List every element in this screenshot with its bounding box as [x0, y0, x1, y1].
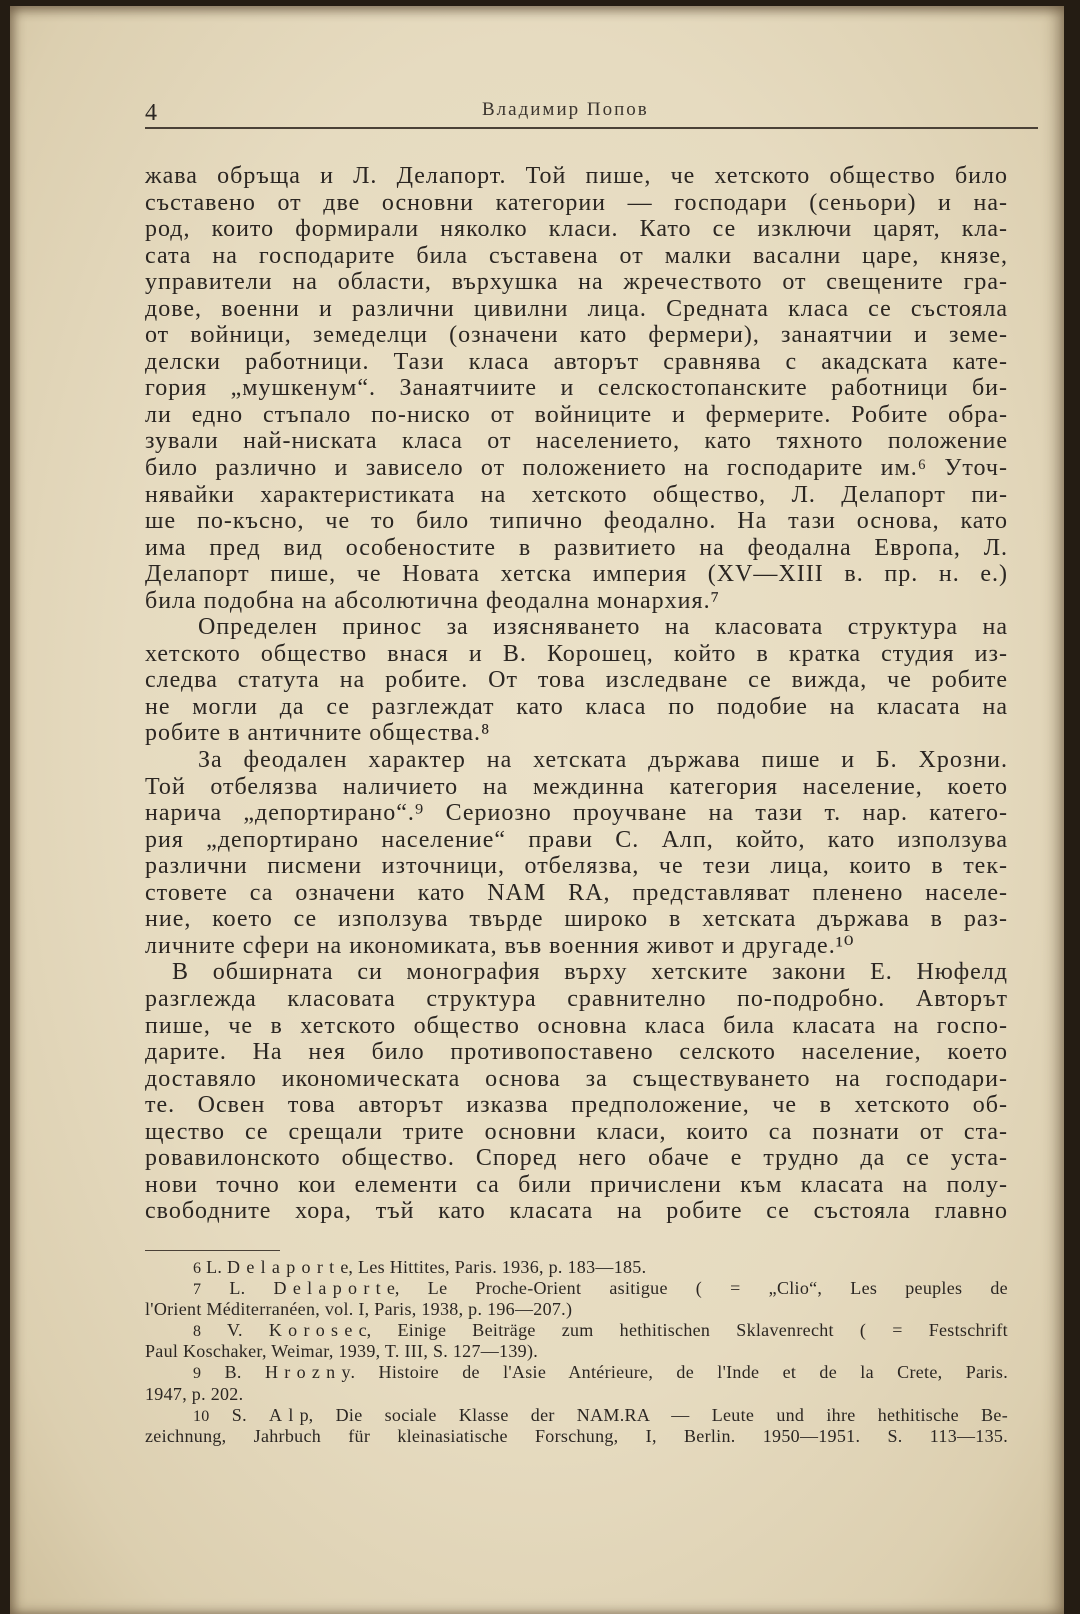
text-line: ние, което се използува твърде широко в хетската държава в раз-: [145, 906, 1008, 933]
footnote-continuation: zeichnung, Jahrbuch für kleinasiatische Forschung, I, Berlin. 1950—1951. S. 113—135.: [145, 1425, 1008, 1446]
footnote-line: [145, 1405, 1008, 1426]
body-text: [145, 163, 1008, 1225]
footnote-text: , Einige Beiträge zum hethitischen Sklavenrecht ( = Festschrift: [366, 1320, 1008, 1341]
footnote-author-initial: V.: [227, 1320, 243, 1341]
paragraph: [145, 614, 1008, 747]
footnote-author-initial: B.: [224, 1362, 242, 1383]
text-line: нявайки характеристиката на хетското общество, Л. Делапорт пи-: [145, 481, 1008, 508]
text-line: пише, че в хетското общество основна класа била класата на госпо-: [145, 1012, 1008, 1039]
page-number: 4: [145, 100, 157, 126]
footnote-line: [145, 1362, 1008, 1383]
text-line: Делапорт пише, че Новата хетска империя (XV—XIII в. пр. н. е.): [145, 561, 1008, 588]
text-line: хетското общество внася и В. Корошец, който в кратка студия из-: [145, 640, 1008, 667]
text-line: има пред вид особеностите в развитието на феодална Европа, Л.: [145, 534, 1008, 561]
header-rule: [145, 127, 1038, 129]
text-line: За феодален характер на хетската държава пише и Б. Хрозни.: [198, 747, 1008, 774]
paragraph: [145, 747, 1008, 959]
footnote-6: [145, 1257, 1008, 1278]
text-line: дарите. На нея било противопоставено селското население, което: [145, 1039, 1008, 1066]
footnote-text: , Le Proche-Orient asitigue ( = „Clio“, Les peuples de: [394, 1278, 1008, 1299]
footnote-continuation: 1947, p. 202.: [145, 1383, 244, 1404]
text-line: нарича „депортирано“.⁹ Сериозно проучване на тази т. нар. катего-: [145, 800, 1008, 827]
text-line: управители на области, върхушка на жречеството от свещените гра-: [145, 269, 1008, 296]
text-line: жава обръща и Л. Делапорт. Той пише, че хетското общество било: [145, 163, 1008, 189]
footnote-8: [145, 1320, 1008, 1362]
paragraph: [145, 959, 1008, 1224]
footnote-continuation: l'Orient Méditerranéen, vol. I, Paris, 1938, p. 196—207.): [145, 1299, 573, 1320]
text-line: ше по-късно, че то било типично феодално. На тази основа, като: [145, 508, 1008, 535]
text-line: гория „мушкенум“. Занаятчиите и селскостопанските работници би-: [145, 375, 1008, 402]
footnote-number: 9: [193, 1365, 202, 1383]
footnote-text: , Les Hittites, Paris. 1936, p. 183—185.: [348, 1257, 647, 1277]
text-line: била подобна на абсолютична феодална монархия.⁷: [145, 587, 720, 614]
footnote-9: [145, 1362, 1008, 1404]
running-title: Владимир Попов: [482, 99, 649, 120]
text-line: личните сфери на икономиката, във военния живот и другаде.¹⁰: [145, 932, 855, 959]
text-line: от войници, земеделци (означени като фермери), занаятчии и земе-: [145, 322, 1008, 349]
footnote-author-surname: Delaporte: [227, 1257, 355, 1277]
text-line: съставено от две основни категории — господари (сеньори) и на-: [145, 189, 1008, 216]
footnote-author-surname: Korosec: [268, 1320, 373, 1341]
text-line: сата на господарите била съставена от малки васални царе, князе,: [145, 242, 1008, 269]
footnote-number: 10: [193, 1407, 210, 1425]
footnote-author-surname: Delaporte: [273, 1278, 402, 1299]
text-line: свободните хора, тъй като класата на робите се състояла главно: [145, 1198, 1008, 1225]
paragraph: [145, 163, 1008, 614]
text-line: било различно и зависело от положението на господарите им.⁶ Уточ-: [145, 455, 1008, 482]
text-line: различни писмени източници, отбелязва, че тези лица, които в тек-: [145, 853, 1008, 880]
footnote-continuation: Paul Koschaker, Weimar, 1939, T. III, S. 127—139).: [145, 1341, 539, 1362]
footnote-author-initial: L.: [206, 1257, 223, 1277]
footnote-line: [145, 1320, 1008, 1341]
text-line: рия „депортирано население“ прави С. Алп, който, като използува: [145, 826, 1008, 853]
footnote-line: [145, 1278, 1008, 1299]
footnotes: [145, 1257, 1008, 1447]
text-line: щество се срещали трите основни класи, които са познати от ста-: [145, 1118, 1008, 1145]
footnote-author-surname: Alp: [269, 1404, 315, 1425]
footnote-author-initial: S.: [231, 1404, 247, 1425]
text-line: не могли да се разглеждат като класа по подобие на класата на: [145, 693, 1008, 720]
text-line: разглежда класовата структура сравнително по-подробно. Авторът: [145, 985, 1008, 1012]
text-line: дове, военни и различни цивилни лица. Средната класа се състояла: [145, 295, 1008, 322]
text-line: делски работници. Тази класа авторът сравнява с акадската кате-: [145, 348, 1008, 375]
footnote-number: 8: [193, 1323, 202, 1341]
footnote-10: [145, 1405, 1008, 1447]
text-line: робите в античните общества.⁸: [145, 720, 491, 747]
text-line: В обширната си монография върху хетските закони Е. Нюфелд: [172, 959, 1008, 986]
text-line: нови точно кои елементи са били причислени към класата на полу-: [145, 1171, 1008, 1198]
text-line: доставяло икономическата основа за съществуването на господари-: [145, 1065, 1008, 1092]
text-line: ли едно стъпало по-ниско от войниците и фермерите. Робите обра-: [145, 401, 1008, 428]
footnote-text: , Die sociale Klasse der NAM.RA — Leute und ihre hethitische Be-: [308, 1404, 1008, 1425]
text-line: зували най-ниската класа от населението, като тяхното положение: [145, 428, 1008, 455]
text-line: следва статута на робите. От това изследване се вижда, че робите: [145, 667, 1008, 694]
footnote-rule: [145, 1250, 280, 1251]
text-line: ровавилонското общество. Според него обаче е трудно да се уста-: [145, 1145, 1008, 1172]
text-line: стовете са означени като NAM RA, представляват пленено населе-: [145, 879, 1008, 906]
footnote-line: [145, 1257, 1008, 1278]
footnote-author-initial: L.: [229, 1278, 246, 1299]
footnote-number: 6: [193, 1260, 202, 1277]
text-line: Определен принос за изясняването на класовата структура на: [198, 614, 1008, 641]
text-line: Той отбелязва наличието на междинна категория население, което: [145, 773, 1008, 800]
footnote-author-surname: Hrozny: [264, 1362, 357, 1383]
footnote-7: [145, 1278, 1008, 1320]
footnote-number: 7: [193, 1281, 202, 1299]
text-line: род, които формирали няколко класи. Като се изключи царят, кла-: [145, 216, 1008, 243]
text-line: те. Освен това авторът изказва предположение, че в хетското об-: [145, 1092, 1008, 1119]
footnote-text: . Histoire de l'Asie Antérieure, de l'Inde et de la Crete, Paris.: [350, 1362, 1008, 1383]
